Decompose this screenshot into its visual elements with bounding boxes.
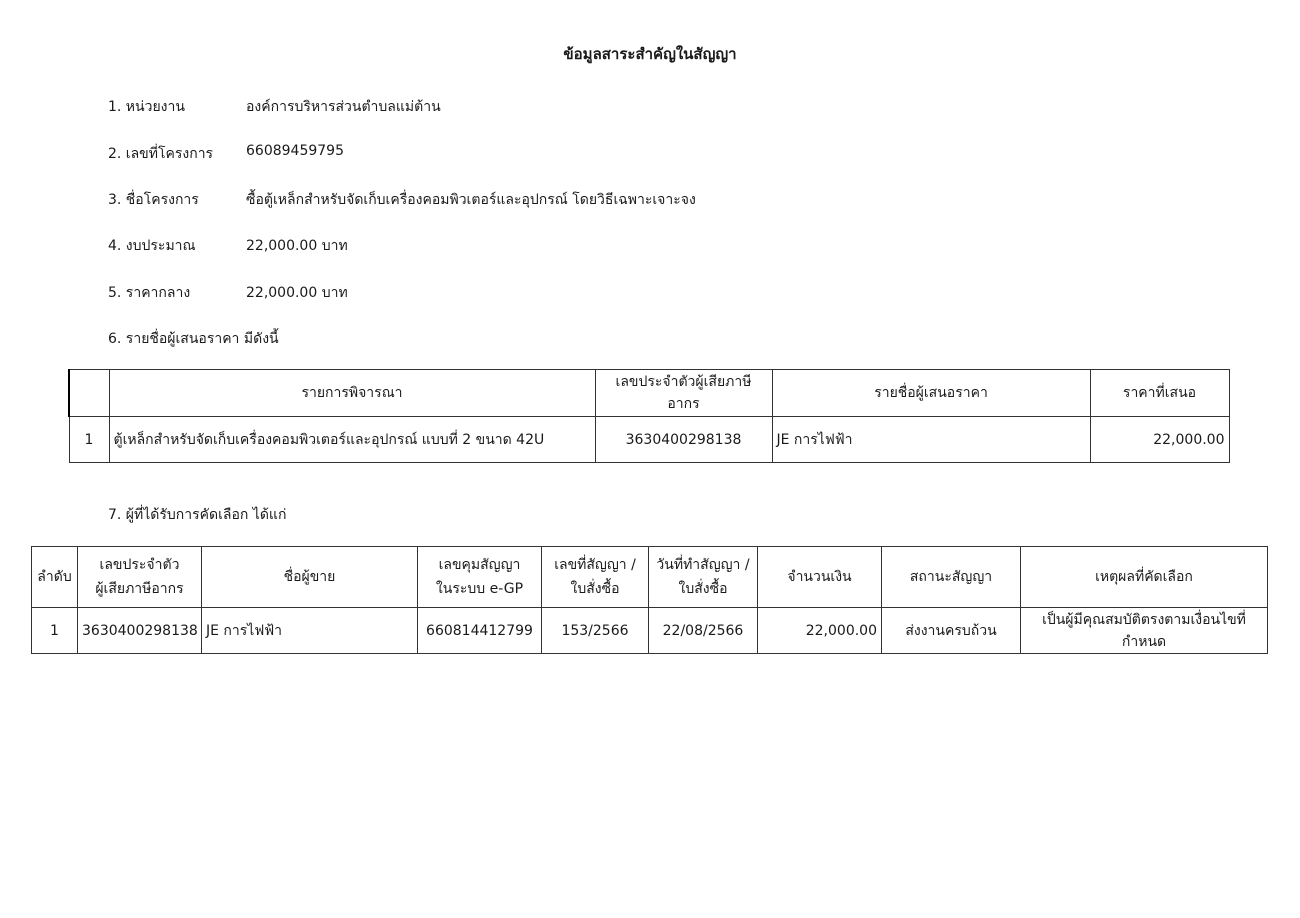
field-project-number [108, 143, 344, 165]
header-cell: สถานะสัญญา [882, 547, 1021, 608]
table-cell: 1 [32, 608, 78, 654]
table-cell: 660814412799 [418, 608, 542, 654]
field-budget [108, 235, 348, 257]
header-cell: รายชื่อผู้เสนอราคา [772, 370, 1090, 417]
table-cell: JE การไฟฟ้า [202, 608, 418, 654]
section6-heading: 6. รายชื่อผู้เสนอราคา มีดังนี้ [108, 331, 279, 347]
selected-vendor-table [31, 546, 1268, 654]
field-median-price-value: 22,000.00 บาท [246, 285, 348, 301]
field-project-name-value: ซื้อตู้เหล็กสำหรับจัดเก็บเครื่องคอมพิวเตอร์และอุปกรณ์ โดยวิธีเฉพาะเจาะจง [246, 192, 696, 208]
table-header-row [69, 370, 1229, 417]
header-cell: จำนวนเงิน [758, 547, 882, 608]
header-cell: เลขที่สัญญา / ใบสั่งซื้อ [542, 547, 649, 608]
header-cell: ราคาที่เสนอ [1090, 370, 1229, 417]
field-budget-label: 4. งบประมาณ [108, 238, 196, 254]
table-cell: 22,000.00 [1090, 417, 1229, 463]
table-cell: 22/08/2566 [649, 608, 758, 654]
header-cell [69, 370, 109, 417]
field-agency-value: องค์การบริหารส่วนตำบลแม่ต้าน [246, 99, 441, 115]
field-budget-value: 22,000.00 บาท [246, 238, 348, 254]
header-cell: เหตุผลที่คัดเลือก [1021, 547, 1268, 608]
table-row [32, 608, 1268, 654]
header-cell: เลขประจำตัว ผู้เสียภาษีอากร [78, 547, 202, 608]
header-cell: วันที่ทำสัญญา / ใบสั่งซื้อ [649, 547, 758, 608]
table-cell: ส่งงานครบถ้วน [882, 608, 1021, 654]
table-cell: 153/2566 [542, 608, 649, 654]
document-title: ข้อมูลสาระสำคัญในสัญญา [563, 45, 737, 63]
field-agency [108, 96, 441, 118]
header-cell: รายการพิจารณา [109, 370, 595, 417]
field-project-name [108, 189, 696, 211]
table-cell: JE การไฟฟ้า [772, 417, 1090, 463]
field-project-name-label: 3. ชื่อโครงการ [108, 192, 199, 208]
table-cell: 1 [69, 417, 109, 463]
field-project-number-value: 66089459795 [246, 143, 344, 159]
bidders-table [68, 369, 1230, 463]
table-cell: 22,000.00 [758, 608, 882, 654]
table-cell: 3630400298138 [78, 608, 202, 654]
field-median-price-label: 5. ราคากลาง [108, 285, 191, 301]
section7-heading: 7. ผู้ที่ได้รับการคัดเลือก ได้แก่ [108, 507, 287, 523]
field-agency-label: 1. หน่วยงาน [108, 99, 185, 115]
table-cell: 3630400298138 [595, 417, 772, 463]
field-project-number-label: 2. เลขที่โครงการ [108, 146, 214, 162]
table-header-row [32, 547, 1268, 608]
header-cell: ลำดับ [32, 547, 78, 608]
header-cell: ชื่อผู้ขาย [202, 547, 418, 608]
header-cell: เลขประจำตัวผู้เสียภาษีอากร [595, 370, 772, 417]
table-cell: เป็นผู้มีคุณสมบัติตรงตามเงื่อนไขที่กำหนด [1021, 608, 1268, 654]
field-median-price [108, 282, 348, 304]
table-cell: ตู้เหล็กสำหรับจัดเก็บเครื่องคอมพิวเตอร์และอุปกรณ์ แบบที่ 2 ขนาด 42U [109, 417, 595, 463]
table-row [69, 417, 1229, 463]
header-cell: เลขคุมสัญญา ในระบบ e-GP [418, 547, 542, 608]
